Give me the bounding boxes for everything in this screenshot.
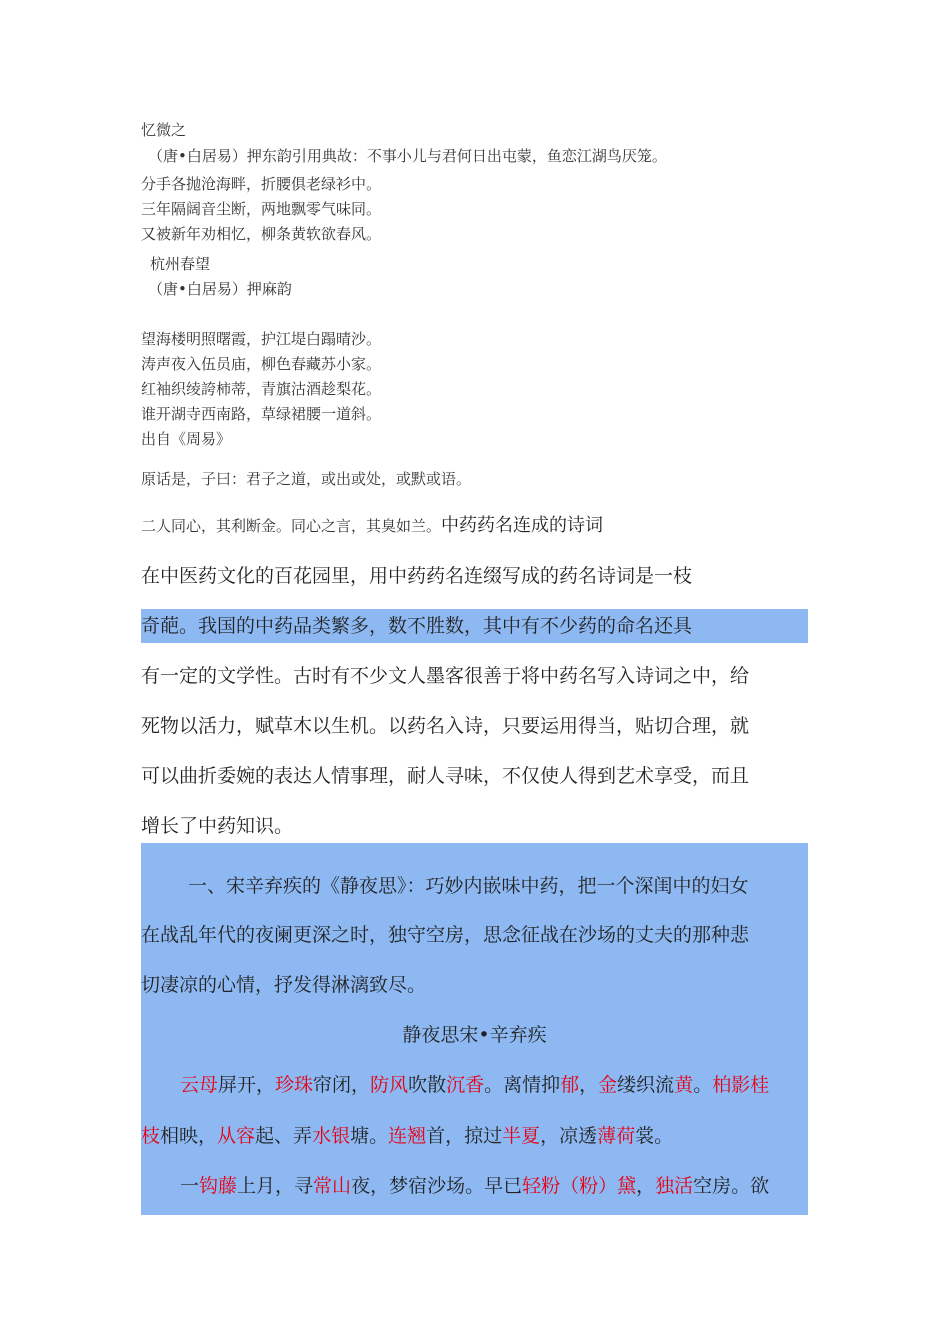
paragraph-line: 死物以活力，赋草木以生机。以药名入诗，只要运用得当，贴切合理，就 [141,715,750,737]
paragraph-line: 奇葩。我国的中药品类繁多，数不胜数，其中有不少药的命名还具 [141,615,693,637]
section-line: 在战乱年代的夜阑更深之时，独守空房，思念征战在沙场的丈夫的那种悲 [141,924,750,946]
herb-name: 钩藤 [199,1175,238,1197]
poem-text: 裳。 [635,1125,674,1147]
section-heading: 中药药名连成的诗词 [441,515,604,536]
herb-name: 轻粉（粉）黛 [522,1175,637,1197]
herb-name: 独活 [655,1175,694,1197]
herb-name: 柏影桂 [712,1074,770,1096]
herb-name: 半夏 [502,1125,541,1147]
poem-line: 三年隔阔音尘断，两地飘零气味同。 [141,200,382,218]
poem-text: 起、弄 [255,1125,313,1147]
herb-name: 薄荷 [597,1125,636,1147]
poem-text: 帘闭， [313,1074,371,1096]
section-line: 切凄凉的心情，抒发得淋漓致尽。 [141,974,427,996]
poem-title: 忆微之 [141,121,187,139]
herb-name: 黄 [674,1074,694,1096]
poem-text: ，凉透 [540,1125,598,1147]
poem-text: 。 [693,1074,713,1096]
poem-text: 首，掠过 [426,1125,503,1147]
herb-name: 金 [598,1074,618,1096]
poem-line: 涛声夜入伍员庙，柳色春藏苏小家。 [141,355,382,373]
poem-meta: （唐•白居易）押麻韵 [148,280,292,298]
paragraph-line: 可以曲折委婉的表达人情事理，耐人寻味，不仅使人得到艺术享受，而且 [141,765,750,787]
herbal-poem-line [180,1072,769,1098]
poem-text: 相映， [160,1125,218,1147]
quote-line: 原话是，子曰：君子之道，或出或处，或默或语。 [141,470,472,488]
herb-name: 枝 [141,1125,161,1147]
poem-text: 上月，寻 [237,1175,314,1197]
poem-text: 一 [180,1175,200,1197]
herb-name: 云母 [180,1074,219,1096]
herb-name: 沉香 [446,1074,485,1096]
herb-name: 常山 [313,1175,352,1197]
poem-line: 谁开湖寺西南路，草绿裙腰一道斜。 [141,405,382,423]
herbal-poem-line [141,1123,673,1149]
poem-text: 。离情抑 [484,1074,561,1096]
paragraph-line: 在中医药文化的百花园里，用中药药名连缀写成的药名诗词是一枝 [141,565,693,587]
herbal-poem-line [180,1173,769,1199]
poem-text: 吹散 [408,1074,447,1096]
poem-meta: （唐•白居易）押东韵引用典故：不事小儿与君何日出屯蒙，鱼恋江湖鸟厌笼。 [148,147,667,165]
herb-name: 连翘 [388,1125,427,1147]
poem-heading: 静夜思宋•辛弃疾 [402,1024,547,1046]
section-line: 一、宋辛弃疾的《静夜思》：巧妙内嵌味中药，把一个深闺中的妇女 [188,875,749,897]
quote-source: 出自《周易》 [141,430,232,448]
poem-text: 屏开， [218,1074,276,1096]
paragraph-line: 有一定的文学性。古时有不少文人墨客很善于将中药名写入诗词之中，给 [141,665,750,687]
poem-text: 塘。 [350,1125,389,1147]
poem-text: 缕织流 [617,1074,675,1096]
herb-name: 水银 [312,1125,351,1147]
poem-text: 夜，梦宿沙场。早已 [351,1175,523,1197]
poem-line: 望海楼明照曙霞，护江堤白蹋晴沙。 [141,330,382,348]
poem-line: 红袖织绫誇柿蒂，青旗沽酒趁梨花。 [141,380,382,398]
herb-name: 郁 [560,1074,580,1096]
herb-name: 从容 [217,1125,256,1147]
poem-line: 分手各抛沧海畔，折腰俱老绿衫中。 [141,175,382,193]
poem-text: ， [579,1074,599,1096]
paragraph-line: 增长了中药知识。 [141,815,294,837]
poem-text: 空房。欲 [693,1175,770,1197]
poem-text: ， [636,1175,656,1197]
quote-text: 二人同心，其利断金。同心之言，其臭如兰。 [141,517,442,535]
herb-name: 珍珠 [275,1074,314,1096]
herb-name: 防风 [370,1074,409,1096]
poem-line: 又被新年劝相忆，柳条黄软欲春风。 [141,225,382,243]
poem-title: 杭州春望 [150,255,211,273]
quote-line-with-heading [141,514,603,538]
